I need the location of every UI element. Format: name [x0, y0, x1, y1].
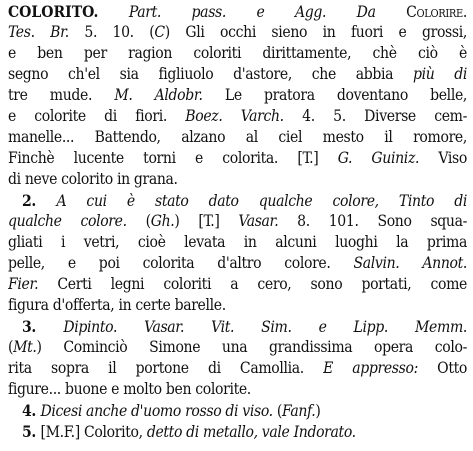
text-segment: e ben per ragion coloriti dirittamente, chè ciò è — [8, 44, 467, 62]
text-segment: 2. — [22, 191, 57, 210]
text-segment: [M.F.] Colorito, — [40, 423, 147, 441]
text-segment: ( — [8, 338, 14, 356]
text-segment: Fier. — [8, 275, 39, 293]
entry-line — [8, 63, 467, 86]
text-segment: 5. 10. ( — [68, 23, 155, 41]
entry-line — [8, 0, 467, 23]
entry-line — [8, 105, 467, 128]
text-segment: rita sopra il portone di Camollia. — [8, 359, 324, 377]
text-segment: G. Guiniz. — [337, 149, 420, 167]
entry-line — [8, 126, 467, 149]
text-segment — [98, 3, 129, 21]
text-segment: Colorire — [406, 3, 463, 21]
text-segment: figure... buone e molto ben colorite. — [8, 380, 251, 398]
text-segment: Certi legni coloriti a cero, sono portati, come — [38, 275, 467, 293]
text-segment: Otto — [417, 359, 467, 377]
text-segment: ) Cominciò Simone una grandissima opera colo- — [36, 338, 467, 356]
text-segment: 3. — [22, 317, 64, 336]
text-segment: Tes. Br. — [8, 23, 69, 41]
entry-line — [8, 147, 467, 170]
text-segment: 5. — [22, 422, 41, 441]
text-segment: E appresso: — [323, 359, 418, 377]
entry-line — [8, 336, 467, 359]
text-segment: gliati i vetri, cioè levata in alcuni luoghi la prima — [8, 233, 467, 251]
text-segment: qualche colore. — [8, 212, 127, 230]
text-segment: Salvin. Annot. — [353, 254, 467, 272]
text-segment: Fanf. — [282, 402, 316, 420]
text-segment: . — [462, 3, 467, 21]
text-segment: Viso — [419, 149, 467, 167]
text-segment: di neve colorito in grana. — [8, 170, 178, 188]
sense-2-line — [22, 189, 467, 212]
text-segment: Le pratora doventano belle, — [202, 86, 467, 104]
text-segment: 4. — [22, 401, 41, 420]
sense-5-line — [22, 420, 467, 443]
headword: COLORITO. — [8, 2, 99, 21]
entry-line — [8, 168, 467, 191]
text-segment: Vasar. — [238, 212, 279, 230]
entry-line — [8, 84, 467, 107]
sense-4-line — [22, 399, 467, 422]
text-segment: e colorite di fiori. — [8, 107, 186, 125]
text-segment: M. Aldobr. — [114, 86, 203, 104]
entry-line — [8, 252, 467, 275]
text-segment: ( — [272, 402, 282, 420]
entry-line — [8, 357, 467, 380]
text-segment: Dipinto. Vasar. Vit. Sim. e Lipp. Memm. — [63, 318, 467, 336]
sense-3-line — [22, 315, 467, 338]
text-segment: Mt. — [13, 338, 37, 356]
entry-line — [8, 273, 467, 296]
text-segment: detto di metallo, vale Indorato. — [146, 423, 356, 441]
entry-line — [8, 294, 467, 317]
text-segment: C — [154, 23, 165, 41]
entry-line — [8, 378, 467, 401]
text-segment: ( — [126, 212, 151, 230]
text-segment: manelle... Battendo, alzano al ciel mesto il romore, — [8, 128, 467, 146]
entry-line — [8, 210, 467, 233]
entry-line — [8, 231, 467, 254]
entry-line — [8, 42, 467, 65]
text-segment: A cui è stato dato qualche colore, Tinto di — [56, 192, 467, 210]
text-segment: 8. 101. Sono squa- — [278, 212, 467, 230]
entry-line — [8, 21, 467, 44]
text-segment: segno ch'el sia figliuolo d'astore, che abbia — [8, 65, 413, 83]
text-segment: 4. 5. Diverse cem- — [283, 107, 467, 125]
text-segment: ) — [315, 402, 321, 420]
text-segment: Boez. Varch. — [185, 107, 284, 125]
text-segment: ) [T.] — [174, 212, 239, 230]
text-segment: più di — [412, 65, 467, 83]
text-segment: figura d'offerta, in certe barelle. — [8, 296, 226, 314]
text-segment: pelle, e poi colorita d'altro colore. — [8, 254, 354, 272]
text-segment: Gh. — [150, 212, 175, 230]
text-segment: Dicesi anche d'uomo rosso di viso. — [40, 402, 273, 420]
text-segment: Finchè lucente torni e colorita. [T.] — [8, 149, 338, 167]
text-segment: tre mude. — [8, 86, 115, 104]
text-segment: ) Gli occhi sieno in fuori e grossi, — [164, 23, 467, 41]
text-segment: Part. pass. e Agg. Da — [128, 3, 407, 21]
